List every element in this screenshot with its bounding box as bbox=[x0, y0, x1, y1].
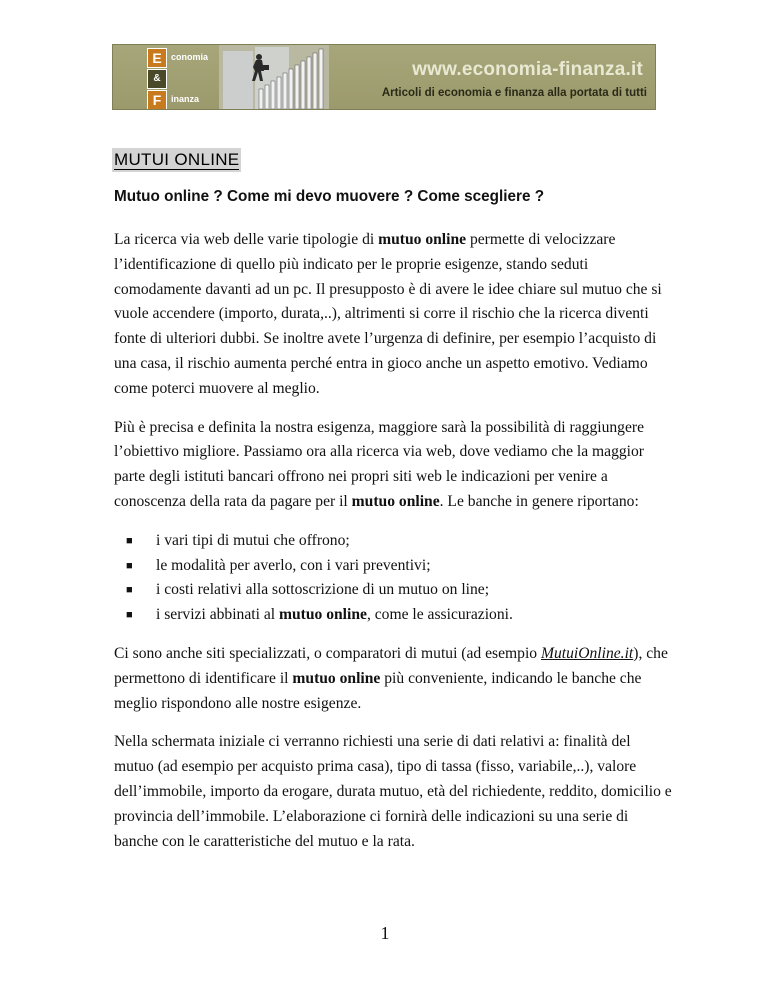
paragraph-3-text-c: più conveniente, indicando le banche che meglio rispondono alle nostre esigenze. bbox=[114, 669, 642, 712]
paragraph-1-text-c: permette di velocizzare l’identificazione di quello più indicato per le proprie esigenze, stando seduti comodamente davanti ad un pc. Il presupposto è di avere le idee chiare sul mutuo che si vuole accendere (importo, durata,..), altrimenti si corre il rischio che la ricerca diventi fonte di ulteriori dubbi. Se inoltre avete l’urgenza di definire, per esempio l’acquisto di una casa, il rischio aumenta perché entra in gioco anche un aspetto emotivo. Vediamo come poterci muovere al meglio. bbox=[114, 231, 662, 397]
list-item-text: i vari tipi di mutui che offrono; bbox=[156, 531, 350, 549]
bullet-icon: ■ bbox=[126, 609, 133, 622]
list-item bbox=[114, 603, 674, 628]
bullet-icon: ■ bbox=[126, 559, 133, 572]
paragraph-3-text-a: Ci sono anche siti specializzati, o comparatori di mutui (ad esempio bbox=[114, 644, 541, 662]
mutuionline-link[interactable]: MutuiOnline.it bbox=[540, 644, 634, 662]
site-url: www.economia-finanza.it bbox=[412, 59, 643, 80]
paragraph-3-text-b: ), che permettono di identificare il bbox=[114, 644, 668, 687]
article-subtitle: Mutuo online ? Come mi devo muovere ? Come scegliere ? bbox=[114, 188, 545, 205]
logo-letter-e: E bbox=[147, 48, 167, 68]
paragraph-2-text-c: . Le banche in genere riportano: bbox=[439, 492, 639, 510]
list-item bbox=[114, 529, 674, 554]
list-item-text-end: , come le assicurazioni. bbox=[366, 606, 513, 624]
bullet-list bbox=[114, 529, 674, 628]
list-item-text: i costi relativi alla sottoscrizione di un mutuo on line; bbox=[156, 581, 490, 599]
paragraph-1 bbox=[114, 228, 674, 402]
paragraph-4: Nella schermata iniziale ci verranno richiesti una serie di dati relativi a: finalità del mutuo (ad esempio per acquisto prima casa), tipo di tassa (fisso, variabile,..), valore dell’immobile, importo da erogare, durata mutuo, età del richiedente, reddito, domicilio e provincia dell’immobile. L’elaborazione ci fornirà delle indicazioni su una serie di banche con le caratteristiche del mutuo e la rata. bbox=[114, 733, 672, 850]
paragraph-2-text-a: Più è precisa e definita la nostra esigenza, maggiore sarà la possibilità di raggiungere l’obiettivo migliore. Passiamo ora alla ricerca via web, dove vediamo che la maggior parte degli istituti bancari offrono nei propri siti web le indicazioni per venire a conoscenza della rata da pagare per il bbox=[114, 418, 645, 510]
site-tagline: Articoli di economia e finanza alla portata di tutti bbox=[381, 87, 647, 99]
site-banner bbox=[112, 44, 656, 110]
list-item bbox=[114, 554, 674, 579]
keyword-mutuo-online: mutuo online bbox=[292, 669, 381, 687]
section-heading bbox=[112, 148, 241, 172]
keyword-mutuo-online: mutuo online bbox=[378, 231, 467, 248]
logo-word-finanza: inanza bbox=[171, 94, 200, 104]
list-item-text: le modalità per averlo, con i vari preventivi; bbox=[156, 556, 431, 574]
growth-chart-illustration bbox=[219, 45, 329, 109]
list-item bbox=[114, 578, 674, 603]
logo-ampersand: & bbox=[147, 69, 167, 89]
bullet-icon: ■ bbox=[126, 584, 133, 597]
paragraph-3 bbox=[114, 642, 674, 716]
paragraph-2 bbox=[114, 416, 674, 515]
list-item-text: i servizi abbinati al bbox=[156, 606, 279, 624]
logo-letter-f: F bbox=[147, 90, 167, 110]
paragraph-1-text-a: La ricerca via web delle varie tipologie di bbox=[114, 231, 379, 248]
logo-word-economia: conomia bbox=[171, 52, 209, 62]
page-number: 1 bbox=[380, 923, 390, 943]
article-body bbox=[114, 228, 674, 868]
section-heading-text: MUTUI ONLINE bbox=[114, 150, 240, 169]
bullet-icon: ■ bbox=[126, 534, 133, 547]
keyword-mutuo-online: mutuo online bbox=[278, 606, 367, 624]
keyword-mutuo-online: mutuo online bbox=[351, 492, 440, 510]
